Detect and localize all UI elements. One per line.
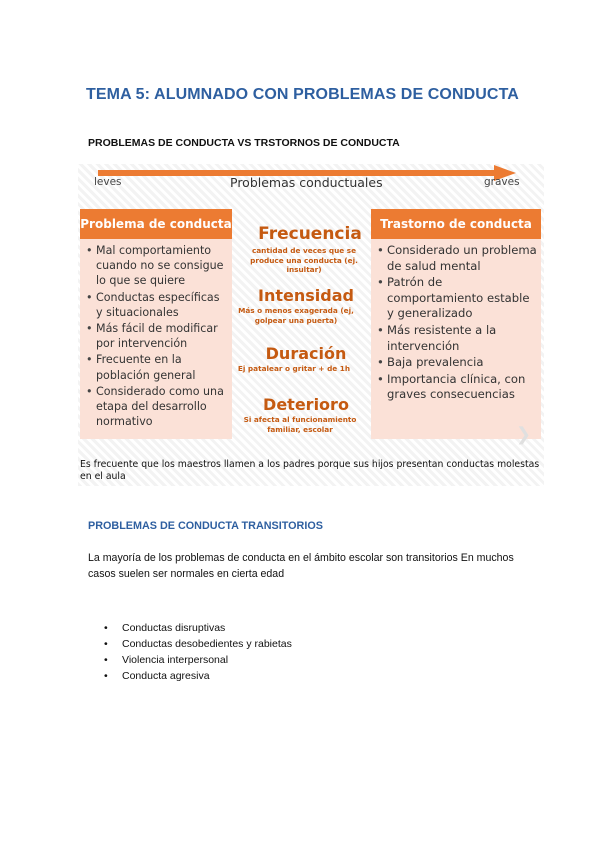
page-title: TEMA 5: ALUMNADO CON PROBLEMAS DE CONDUCTA [86, 86, 519, 103]
scale-right-label: graves [484, 176, 520, 188]
problema-column [80, 209, 232, 439]
trastorno-item: • Considerado un problema de salud mental [387, 243, 537, 274]
list-item: • Conducta agresiva [104, 668, 292, 684]
list-item: • Violencia interpersonal [104, 652, 292, 668]
intensidad-desc: Más o menos exagerada (ej, golpear una puerta) [238, 306, 354, 325]
transitorios-list [104, 620, 292, 684]
scale-left-label: leves [94, 176, 122, 188]
frecuencia-heading: Frecuencia [258, 224, 362, 244]
section-paragraph: La mayoría de los problemas de conducta en el ámbito escolar son transitorios En muchos casos suelen ser normales en cierta edad [88, 552, 514, 580]
figure-caption: Es frecuente que los maestros llamen a los padres porque sus hijos presentan conductas molestas en el aula [80, 459, 540, 482]
trastorno-body [371, 239, 541, 439]
intensidad-heading: Intensidad [258, 286, 354, 305]
frecuencia-desc: cantidad de veces que se produce una conducta (ej. insultar) [250, 246, 358, 274]
problema-item: • Frecuente en la población general [96, 352, 228, 382]
trastorno-item: • Más resistente a la intervención [387, 323, 537, 354]
problema-heading: Problema de conducta [80, 209, 232, 239]
trastorno-item: • Patrón de comportamiento estable y generalizado [387, 275, 537, 322]
section-heading: PROBLEMAS DE CONDUCTA TRANSITORIOS [88, 520, 323, 532]
list-item: • Conductas disruptivas [104, 620, 292, 636]
problema-item: • Mal comportamiento cuando no se consigue lo que se quiere [96, 243, 228, 289]
deterioro-heading: Deterioro [263, 395, 349, 414]
trastorno-item: • Baja prevalencia [387, 355, 537, 371]
section-subtitle: PROBLEMAS DE CONDUCTA VS TRSTORNOS DE CONDUCTA [88, 137, 400, 149]
trastorno-heading: Trastorno de conducta [371, 209, 541, 239]
trastorno-item: • Importancia clínica, con graves consecuencias [387, 372, 537, 403]
problema-item: • Más fácil de modificar por intervención [96, 321, 228, 351]
trastorno-column [371, 209, 541, 439]
problema-item: • Conductas específicas y situacionales [96, 290, 228, 320]
duracion-desc: Ej patalear o gritar + de 1h [237, 364, 351, 373]
problema-item: • Considerado como una etapa del desarrollo normativo [96, 384, 228, 430]
chevron-right-icon: ❯ [516, 424, 532, 444]
comparison-figure [78, 164, 544, 486]
list-item: • Conductas desobedientes y rabietas [104, 636, 292, 652]
scale-center-label: Problemas conductuales [230, 175, 383, 190]
duracion-heading: Duración [265, 344, 347, 363]
problema-body [80, 239, 232, 439]
deterioro-desc: Si afecta al funcionamiento familiar, escolar [243, 415, 357, 434]
